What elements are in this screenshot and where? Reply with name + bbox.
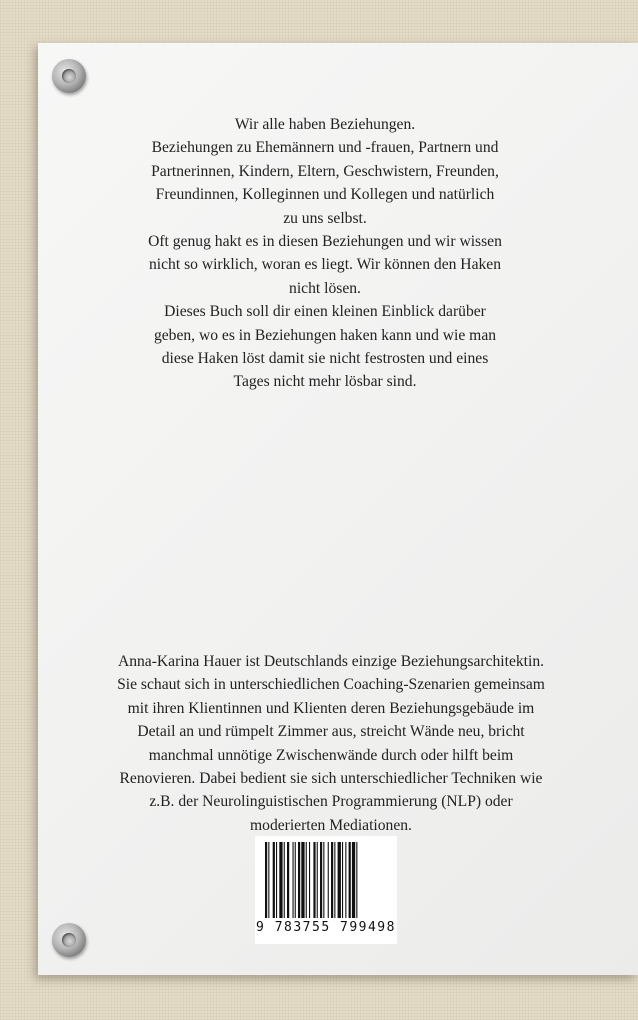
blurb-line: nicht lösen. <box>289 279 361 297</box>
bio-line: Sie schaut sich in unterschiedlichen Coaching-Szenarien gemeinsam <box>117 676 545 694</box>
barcode <box>255 836 397 944</box>
bio-line: z.B. der Neurolinguistischen Programmierung (NLP) oder <box>149 793 513 811</box>
bio-line: Detail an und rümpelt Zimmer aus, streicht Wände neu, bricht <box>137 723 525 741</box>
grommet-icon <box>52 923 86 957</box>
bio-line: Anna-Karina Hauer ist Deutschlands einzige Beziehungsarchitektin. <box>117 653 545 670</box>
blurb-line: geben, wo es in Beziehungen haken kann und wie man <box>153 326 497 344</box>
blurb-line: Partnerinnen, Kindern, Eltern, Geschwistern, Freunden, <box>151 162 499 180</box>
blurb-line: Oft genug hakt es in diesen Beziehungen und wir wissen <box>148 233 502 251</box>
book-blurb <box>90 113 560 394</box>
blurb-line: zu uns selbst. <box>283 209 367 227</box>
blurb-line: Beziehungen zu Ehemännern und -frauen, Partnern und <box>151 139 499 157</box>
isbn-number: 9 783755 799498 <box>256 920 396 935</box>
bio-line: mit ihren Klientinnen und Klienten deren Beziehungsgebäude im <box>127 699 535 717</box>
blurb-line: Wir alle haben Beziehungen. <box>234 116 416 133</box>
barcode-bars-icon <box>261 842 391 920</box>
blurb-line: Dieses Buch soll dir einen kleinen Einblick darüber <box>164 303 486 321</box>
blurb-line: Tages nicht mehr lösbar sind. <box>233 373 417 391</box>
blurb-line: diese Haken löst damit sie nicht festrosten und eines <box>161 350 489 368</box>
bio-line: moderierten Mediationen. <box>250 816 412 834</box>
bio-line: manchmal unnötige Zwischenwände durch oder hilft beim <box>148 746 514 764</box>
grommet-icon <box>52 59 86 93</box>
blurb-line: nicht so wirklich, woran es liegt. Wir können den Haken <box>148 256 502 274</box>
bio-line: Renovieren. Dabei bedient sie sich unterschiedlicher Techniken wie <box>119 770 543 788</box>
author-bio <box>86 650 576 837</box>
blurb-line: Freundinnen, Kolleginnen und Kollegen und natürlich <box>155 186 495 204</box>
